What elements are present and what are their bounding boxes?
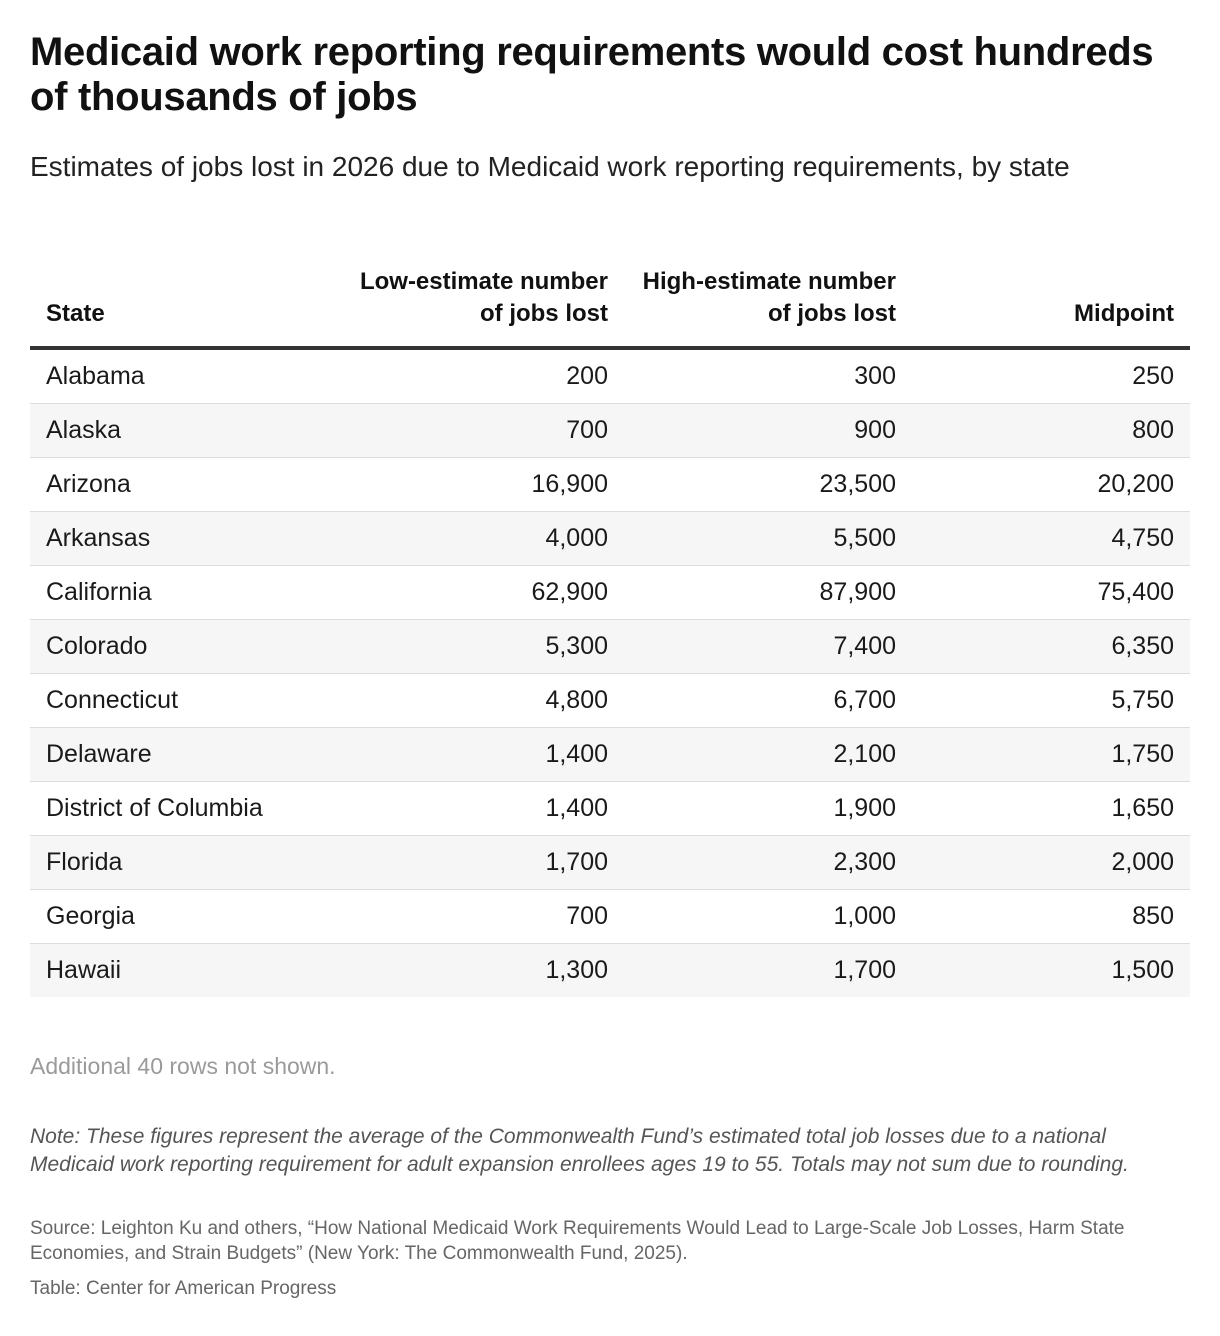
chart-title: Medicaid work reporting requirements would cost hundreds of thousands of jobs: [30, 30, 1154, 119]
source-citation: Source: Leighton Ku and others, “How National Medicaid Work Requirements Would Lead to Large-Scale Job Losses, Harm State Economies, and Strain Budgets” (New York: The Commonwealth Fund, 2025).: [30, 1218, 1125, 1264]
cell-midpoint: 1,500: [912, 944, 1190, 998]
column-header-high-estimate: High-estimate number of jobs lost: [624, 266, 912, 348]
cell-midpoint: 4,750: [912, 512, 1190, 566]
table-row: [30, 890, 1190, 944]
cell-midpoint: 1,750: [912, 728, 1190, 782]
table-row: [30, 836, 1190, 890]
table-credit: Table: Center for American Progress: [30, 1278, 337, 1299]
cell-high-estimate: 6,700: [624, 674, 912, 728]
more-rows-note: Additional 40 rows not shown.: [30, 1053, 336, 1079]
cell-midpoint: 5,750: [912, 674, 1190, 728]
cell-state: District of Columbia: [30, 782, 330, 836]
cell-state: Connecticut: [30, 674, 330, 728]
cell-low-estimate: 16,900: [330, 458, 624, 512]
cell-state: Alabama: [30, 348, 330, 404]
table-row: [30, 674, 1190, 728]
cell-low-estimate: 1,400: [330, 728, 624, 782]
cell-state: Arkansas: [30, 512, 330, 566]
cell-midpoint: 250: [912, 348, 1190, 404]
cell-midpoint: 6,350: [912, 620, 1190, 674]
table-body: [30, 348, 1190, 997]
cell-high-estimate: 1,700: [624, 944, 912, 998]
cell-low-estimate: 1,700: [330, 836, 624, 890]
footnote: Note: These figures represent the average of the Commonwealth Fund’s estimated total job losses due to a national Medicaid work reporting requirement for adult expansion enrollees ages 19 to 55. Totals may not sum due to rounding.: [30, 1125, 1129, 1176]
cell-low-estimate: 1,400: [330, 782, 624, 836]
cell-state: Arizona: [30, 458, 330, 512]
cell-state: Colorado: [30, 620, 330, 674]
cell-high-estimate: 300: [624, 348, 912, 404]
cell-high-estimate: 2,100: [624, 728, 912, 782]
cell-low-estimate: 700: [330, 890, 624, 944]
table-row: [30, 566, 1190, 620]
cell-low-estimate: 200: [330, 348, 624, 404]
cell-high-estimate: 87,900: [624, 566, 912, 620]
cell-low-estimate: 62,900: [330, 566, 624, 620]
cell-low-estimate: 4,000: [330, 512, 624, 566]
cell-high-estimate: 1,900: [624, 782, 912, 836]
cell-state: Alaska: [30, 404, 330, 458]
cell-midpoint: 20,200: [912, 458, 1190, 512]
cell-midpoint: 75,400: [912, 566, 1190, 620]
cell-state: Hawaii: [30, 944, 330, 998]
table-row: [30, 728, 1190, 782]
column-header-midpoint: Midpoint: [912, 266, 1190, 348]
cell-high-estimate: 5,500: [624, 512, 912, 566]
cell-midpoint: 1,650: [912, 782, 1190, 836]
table-row: [30, 348, 1190, 404]
cell-low-estimate: 700: [330, 404, 624, 458]
cell-high-estimate: 23,500: [624, 458, 912, 512]
table-row: [30, 944, 1190, 998]
table-row: [30, 458, 1190, 512]
cell-high-estimate: 7,400: [624, 620, 912, 674]
table-row: [30, 782, 1190, 836]
cell-high-estimate: 2,300: [624, 836, 912, 890]
cell-high-estimate: 900: [624, 404, 912, 458]
cell-state: Delaware: [30, 728, 330, 782]
cell-midpoint: 2,000: [912, 836, 1190, 890]
header-row: [30, 266, 1190, 348]
table-row: [30, 404, 1190, 458]
chart-header: [30, 30, 1190, 185]
table-row: [30, 620, 1190, 674]
cell-low-estimate: 5,300: [330, 620, 624, 674]
cell-state: Georgia: [30, 890, 330, 944]
cell-state: Florida: [30, 836, 330, 890]
column-header-low-estimate: Low-estimate number of jobs lost: [330, 266, 624, 348]
data-table: [30, 266, 1190, 997]
cell-high-estimate: 1,000: [624, 890, 912, 944]
column-header-state: State: [30, 266, 330, 348]
cell-low-estimate: 1,300: [330, 944, 624, 998]
table-header: [30, 266, 1190, 348]
cell-low-estimate: 4,800: [330, 674, 624, 728]
cell-midpoint: 800: [912, 404, 1190, 458]
chart-subtitle: Estimates of jobs lost in 2026 due to Medicaid work reporting requirements, by state: [30, 151, 1070, 182]
table-row: [30, 512, 1190, 566]
cell-midpoint: 850: [912, 890, 1190, 944]
cell-state: California: [30, 566, 330, 620]
